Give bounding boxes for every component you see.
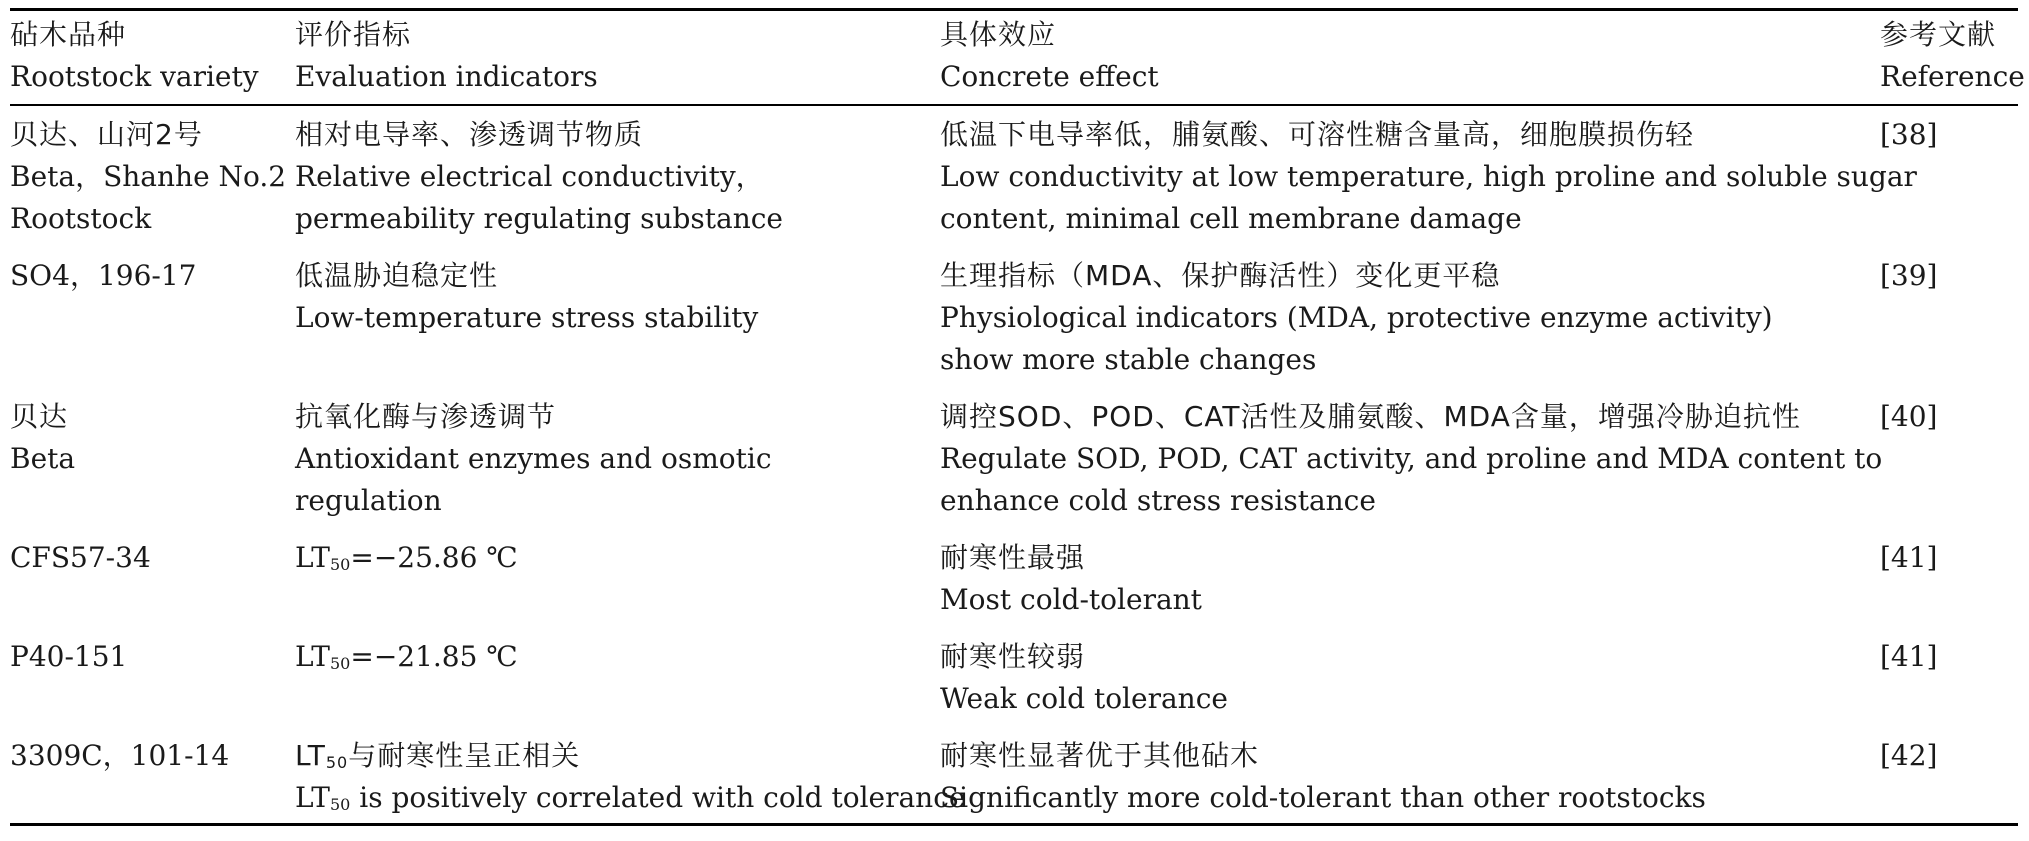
table-row-6-variety: 3309C，101-14 bbox=[10, 739, 230, 772]
bottom-rule bbox=[10, 823, 2018, 826]
table-row-4-reference: [41] bbox=[1880, 541, 1938, 574]
table-row-5-variety: P40-151 bbox=[10, 640, 128, 673]
table-row-1-variety: 贝达、山河2号 Beta，Shanhe No.2 Rootstock bbox=[10, 118, 287, 235]
header-indicator: 评价指标 Evaluation indicators bbox=[295, 18, 598, 93]
table-row-5-indicator: $LT_{50}=-21.85$ ℃ bbox=[295, 640, 518, 673]
table-row-5-reference: [41] bbox=[1880, 640, 1938, 673]
table-row-4-effect: 耐寒性最强 Most cold-tolerant bbox=[940, 541, 1202, 616]
table-row-2-variety: SO4，196-17 bbox=[10, 259, 197, 292]
table-row-3-effect: 调控SOD、POD、CAT活性及脯氨酸、MDA含量，增强冷胁迫抗性 Regulate SOD, POD, CAT activity, and proline and MDA content to enhance cold stress resistance bbox=[940, 400, 1883, 517]
rootstock-cold-tolerance-table bbox=[10, 0, 2025, 841]
table-row-2-indicator: 低温胁迫稳定性 Low-temperature stress stability bbox=[295, 259, 759, 334]
header-rule bbox=[10, 104, 2018, 106]
table-row-6-effect: 耐寒性显著优于其他砧木 Significantly more cold-tolerant than other rootstocks bbox=[940, 739, 1706, 814]
top-rule bbox=[10, 8, 2018, 11]
table-row-1-effect: 低温下电导率低，脯氨酸、可溶性糖含量高，细胞膜损伤轻 Low conductivity at low temperature, high proline and soluble sugar content, minimal cell membrane damage bbox=[940, 118, 1917, 235]
table-row-2-effect: 生理指标（MDA、保护酶活性）变化更平稳 Physiological indicators (MDA, protective enzyme activity) show more stable changes bbox=[940, 259, 1773, 376]
table-row-2-reference: [39] bbox=[1880, 259, 1938, 292]
header-effect: 具体效应 Concrete effect bbox=[940, 18, 1159, 93]
table-row-6-indicator: $LT_{50}$与耐寒性呈正相关 $LT_{50}$ is positively correlated with cold tolerance bbox=[295, 739, 966, 814]
table-row-4-indicator: $LT_{50}=-25.86$ ℃ bbox=[295, 541, 518, 574]
header-variety: 砧木品种 Rootstock variety bbox=[10, 18, 259, 93]
table-row-3-indicator: 抗氧化酶与渗透调节 Antioxidant enzymes and osmotic regulation bbox=[295, 400, 772, 517]
table-row-6-reference: [42] bbox=[1880, 739, 1938, 772]
table-row-1-indicator: 相对电导率、渗透调节物质 Relative electrical conductivity， permeability regulating substance bbox=[295, 118, 784, 235]
table-row-3-reference: [40] bbox=[1880, 400, 1938, 433]
header-reference: 参考文献 Reference bbox=[1880, 18, 2025, 93]
table-row-1-reference: [38] bbox=[1880, 118, 1938, 151]
table-row-4-variety: CFS57-34 bbox=[10, 541, 151, 574]
table-row-3-variety: 贝达 Beta bbox=[10, 400, 76, 475]
table-row-5-effect: 耐寒性较弱 Weak cold tolerance bbox=[940, 640, 1228, 715]
